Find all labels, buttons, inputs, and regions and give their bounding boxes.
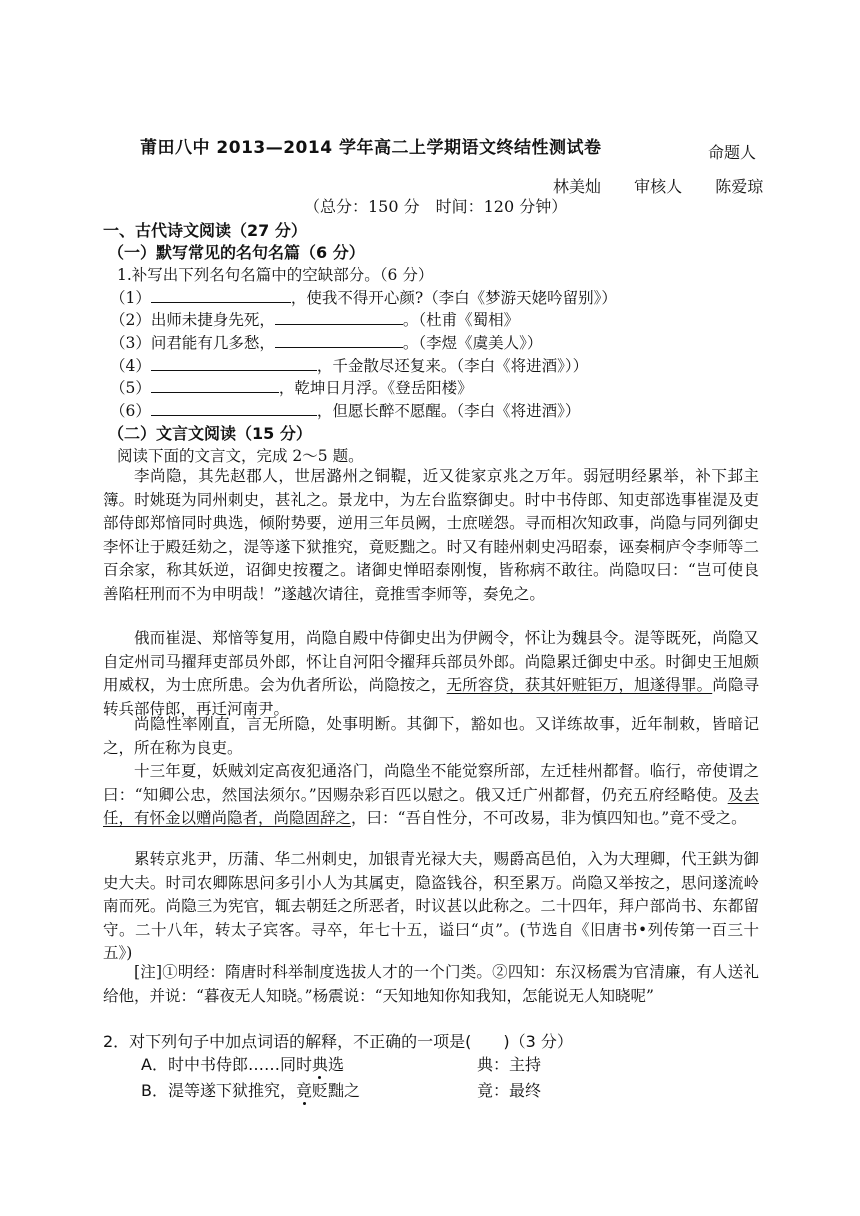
author-label: 命题人 (708, 143, 757, 162)
passage-paragraph-5: 累转京兆尹，历蒲、华二州刺史，加银青光禄大夫，赐爵高邑伯，入为大理卿，代王鉷为御史大夫。时司农卿陈思问多引小人为其属吏，隐盗钱谷，积至累万。尚隐又举按之，思问遂流岭南而死。尚隐三为宪官，辄去朝廷之所恶者，时议甚以此称之。二十四年，拜户部尚书、东都留守。二十八年，转太子宾客。寻卒，年七十五，谥曰“贞”。(节选自《旧唐书•列传第一百三十五》) (103, 850, 759, 963)
question-2-stem: 2．对下列句子中加点词语的解释，不正确的一项是( )（3 分） (103, 1032, 573, 1051)
paragraph-text: ，曰：“吾自性分，不可改易，非为慎四知也。”竟不受之。 (351, 809, 747, 828)
option-a[interactable] (141, 1052, 344, 1075)
score-time-line: （总分：150 分 时间：120 分钟） (304, 197, 568, 216)
part-1-title: （一）默写常见的名句名篇（6 分） (108, 243, 365, 262)
answer-blank[interactable] (275, 332, 403, 348)
passage-paragraph-1: 李尚隐，其先赵郡人，世居潞州之铜鞮，近又徙家京兆之万年。弱冠明经累举，补下邽主簿。时姚珽为同州刺史，甚礼之。景龙中，为左台监察御史。时中书侍郎、知吏部选事崔湜及吏部侍郎郑愔同时典选，倾附势要，逆用三年员阙，士庶嗟怨。寻而相次知政事，尚隐与同列御史李怀让于殿廷劾之，湜等遂下狱推究，竟贬黜之。时又有睦州刺史冯昭泰，诬奏桐庐令李师等二百余家，称其妖逆，诏御史按覆之。诸御史惮昭泰刚愎，皆称病不敢往。尚隐叹曰：“岂可使良善陷枉刑而不为申明哉！”遂越次请往，竟推雪李师等，奏免之。 (103, 467, 759, 603)
reviewer-label: 审核人 (634, 177, 683, 196)
item-number: （5） (110, 379, 151, 397)
item-number: （3） (110, 334, 151, 352)
fill-item-3 (110, 331, 542, 353)
section-1-title: 一、古代诗文阅读（27 分） (103, 221, 307, 240)
item-text: 。（李煜《虞美人》） (402, 334, 543, 352)
answer-blank[interactable] (151, 355, 317, 371)
fill-item-1 (110, 286, 617, 308)
passage-note: [注]①明经：隋唐时科举制度选拔人才的一个门类。②四知：东汉杨震为官清廉，有人送礼给他，并说：“暮夜无人知晓。”杨震说：“天知地知你知我知，怎能说无人知晓呢” (103, 963, 759, 1005)
fill-item-6 (110, 399, 580, 421)
item-number: （2） (110, 311, 151, 329)
item-number: （1） (110, 289, 151, 307)
answer-blank[interactable] (151, 377, 279, 393)
passage-paragraph-2 (103, 627, 759, 721)
reading-intro: 阅读下面的文言文，完成 2～5 题。 (117, 447, 364, 465)
option-text: 湜等遂下狱推究， (167, 1081, 296, 1100)
underlined-sentence: 无所容贷，获其奸赃钜万，旭遂得罪。 (446, 676, 713, 695)
option-b-meaning: 竟：最终 (477, 1081, 542, 1100)
option-label: A． (141, 1055, 168, 1074)
item-text: 出师未捷身先死， (150, 311, 275, 329)
fill-item-5 (110, 376, 473, 398)
dotted-word: 竟 (296, 1081, 313, 1100)
answer-blank[interactable] (151, 400, 317, 416)
option-text: 贬黜之 (312, 1081, 361, 1100)
option-a-meaning: 典：主持 (477, 1055, 542, 1074)
item-text: 问君能有几多愁， (150, 334, 275, 352)
underlined-sentence: 及去任，有怀金以赠尚隐者，尚隐固辞之 (103, 785, 759, 828)
staff-line (553, 174, 763, 197)
fill-item-4 (110, 354, 588, 376)
answer-blank[interactable] (275, 309, 403, 325)
option-label: B． (141, 1081, 168, 1100)
paragraph-text: 尚隐寻转兵部侍郎，再迁河南尹。 (103, 676, 759, 718)
item-number: （6） (110, 402, 151, 420)
reviewer-name: 陈爱琼 (715, 177, 764, 196)
item-number: （4） (110, 357, 151, 375)
item-text: ，使我不得开心颜?（李白《梦游天姥吟留别》） (290, 289, 617, 307)
passage-paragraph-4 (103, 760, 759, 831)
option-text: 时中书侍郎……同时 (167, 1055, 312, 1074)
question-1-stem: 1.补写出下列名句名篇中的空缺部分。（6 分） (117, 266, 434, 284)
fill-item-2 (110, 308, 519, 330)
answer-blank[interactable] (151, 287, 291, 303)
paragraph-text: 十三年夏，妖贼刘定高夜犯通洛门，尚隐坐不能觉察所部，左迁桂州都督。临行，帝使谓之曰：“知卿公忠，然国法须尔。”因赐杂彩百匹以慰之。俄又迁广州都督，仍充五府经略使。 (103, 762, 759, 804)
paragraph-text: 俄而崔湜、郑愔等复用，尚隐自殿中侍御史出为伊阙令，怀让为魏县令。湜等既死，尚隐又自定州司马擢拜吏部员外郎，怀让自河阳令擢拜兵部员外郎。尚隐累迁御史中丞。时御史王旭颇用威权，为士庶所患。会为仇者所讼，尚隐按之， (103, 629, 759, 695)
item-text: ，千金散尽还复来。（李白《将进酒》）） (316, 357, 589, 375)
dotted-word: 典 (311, 1055, 328, 1074)
part-2-title: （二）文言文阅读（15 分） (108, 424, 312, 443)
item-text: ，但愿长醉不愿醒。（李白《将进酒》） (316, 402, 581, 420)
item-text: ，乾坤日月浮。《登岳阳楼》 (278, 379, 473, 397)
item-text: 。（杜甫《蜀相》 (402, 311, 520, 329)
option-text: 选 (327, 1055, 344, 1074)
exam-title: 莆田八中 2013—2014 学年高二上学期语文终结性测试卷 (140, 138, 602, 158)
option-b[interactable] (141, 1078, 360, 1101)
author-name: 林美灿 (553, 177, 602, 196)
passage-paragraph-3: 尚隐性率刚直，言无所隐，处事明断。其御下，豁如也。又详练故事，近年制敕，皆暗记之，所在称为良吏。 (103, 715, 759, 757)
